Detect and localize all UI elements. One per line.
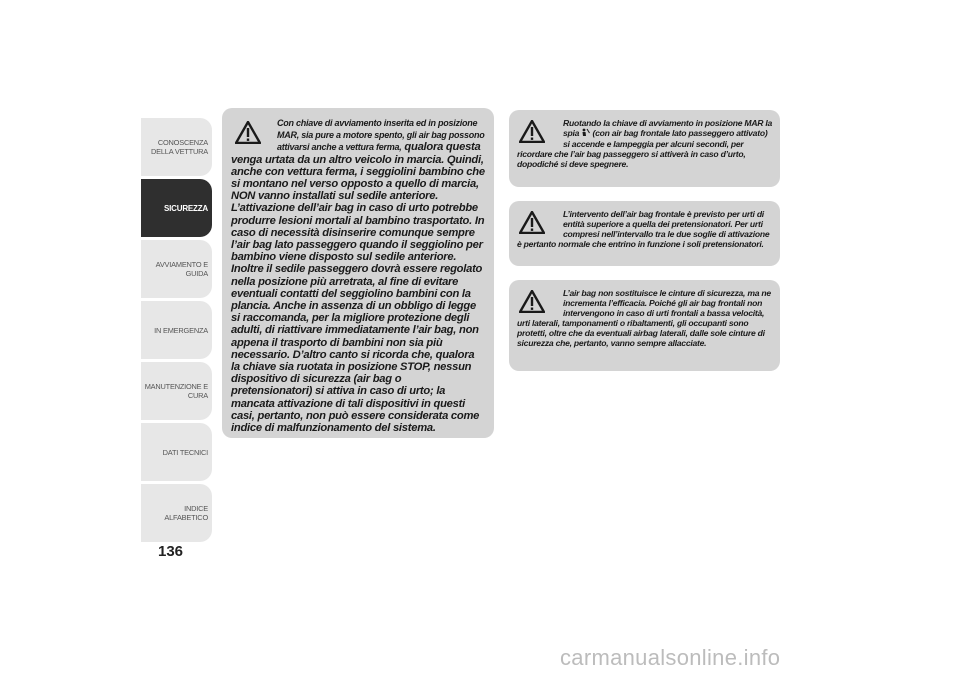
warning-triangle-icon xyxy=(235,121,261,147)
watermark: carmanualsonline.info xyxy=(560,645,781,670)
warning-box-4 xyxy=(509,280,780,371)
warning-box-2 xyxy=(509,110,780,187)
warning-1-body: qualora questa venga urtata da un altro veicolo in marcia. Quindi, anche con vettura ferma, i seggiolini bambino che si montano nel verso opposto a quello di marcia, NON vanno installati sul sedile anteriore. L’attivazione dell’air bag in caso di urto potrebbe produrre lesioni mortali al bambino trasportato. In caso di necessità disinserire comunque sempre l’air bag lato passeggero quando il seggiolino per bambino viene disposto sul sedile anteriore. Inoltre il sedile passeggero dovrà essere regolato nella posizione più arretrata, al fine di evitare eventuali contatti del seggiolino bambini con la plancia. Anche in assenza di un obbligo di legge si raccomanda, per la migliore protezione degli adulti, di riattivare immediatamente l’air bag, non appena il trasporto di bambini non sia più necessario. D’altro canto si ricorda che, qualora la chiave sia ruotata in posizione STOP, nessun dispositivo di sicurezza (air bag o pretensionatori) si attiva in caso di urto; la mancata attivazione di tali dispositivi in questi casi, pertanto, non può essere considerata come indice di malfunzionamento del sistema. xyxy=(231,141,485,435)
warning-box-3 xyxy=(509,201,780,266)
warning-3-text: L’intervento dell’air bag frontale è previsto per urti di entità superiore a quella dei pretensionatori. Per urti compresi nell’intervallo tra le due soglie di attivazione è pertanto normale che entrino in funzione i soli pretensionatori. xyxy=(517,209,770,249)
tab-manutenzione[interactable]: MANUTENZIONE E CURA xyxy=(141,362,212,420)
tab-avviamento[interactable]: AVVIAMENTO E GUIDA xyxy=(141,240,212,298)
warning-box-1 xyxy=(222,108,494,438)
tab-sicurezza[interactable]: SICUREZZA xyxy=(141,179,212,237)
warning-triangle-icon xyxy=(519,120,545,145)
tab-dati-tecnici[interactable]: DATI TECNICI xyxy=(141,423,212,481)
tab-emergenza[interactable]: IN EMERGENZA xyxy=(141,301,212,359)
airbag-off-indicator-icon xyxy=(581,128,590,139)
warning-4-text: L’air bag non sostituisce le cinture di sicurezza, ma ne incrementa l’efficacia. Poiché gli air bag frontali non intervengono in caso di urti frontali a bassa velocità, urti laterali, tamponamenti o ribaltamenti, gli occupanti sono protetti, oltre che da eventuali airbag laterali, dalle sole cinture di sicurezza che, pertanto, vanno sempre allacciate. xyxy=(517,288,771,348)
warning-triangle-icon xyxy=(519,211,545,236)
warning-2-text-end: (con air bag frontale lato passeggero attivato) si accende e lampeggia per alcuni secondi, per ricordare che l’air bag passeggero si attiverà in caso d’urto, dopodiché si deve spegnere. xyxy=(517,128,768,169)
warning-triangle-icon xyxy=(519,290,545,315)
warning-1-lead: Con chiave di avviamento inserita ed in posizione MAR, sia pure a motore spento, gli air bag possono attivarsi anche a vettura ferma, xyxy=(277,118,485,153)
warning-2-text-start: Ruotando la chiave di avviamento in posizione MAR la spia xyxy=(563,118,773,138)
tab-indice[interactable]: INDICE ALFABETICO xyxy=(141,484,212,542)
page-number: 136 xyxy=(158,543,184,560)
tab-conoscenza[interactable]: CONOSCENZA DELLA VETTURA xyxy=(141,118,212,176)
